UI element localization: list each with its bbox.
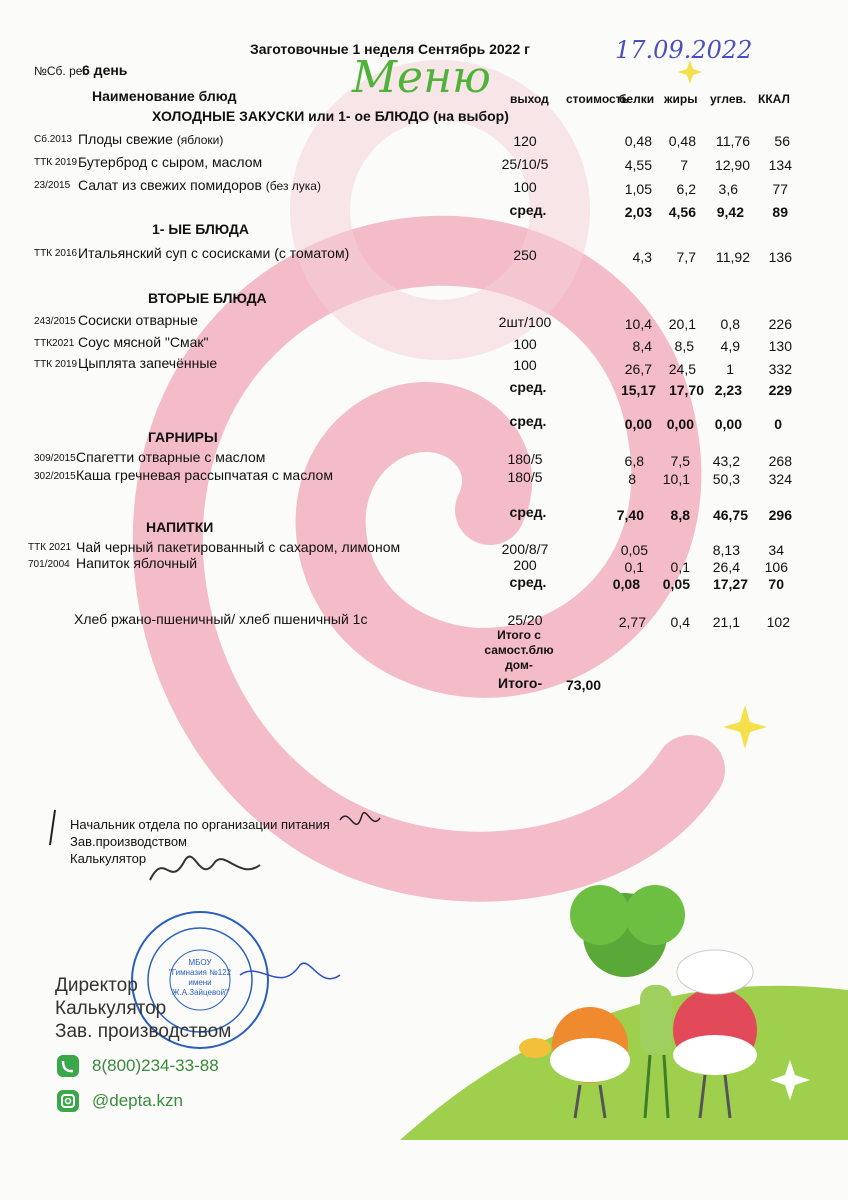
- row-kcal: 134: [768, 157, 792, 173]
- row-protein: 8: [628, 471, 636, 487]
- row-name: Плоды свежие (яблоки): [78, 131, 224, 147]
- stamp-text: МБОУ "Гимназия №122 имени Ж.А.Зайцевой": [168, 958, 232, 997]
- row-carbs: 43,2: [712, 453, 740, 469]
- row-carbs: 3,6: [718, 181, 738, 197]
- avg-label: сред.: [509, 413, 547, 429]
- row-code: 701/2004: [28, 559, 70, 570]
- column-cost: стоимость: [566, 92, 629, 106]
- row-kcal: 136: [768, 249, 792, 265]
- row-name: Чай черный пакетированный с сахаром, лимоном: [76, 539, 401, 555]
- row-name: Бутерброд с сыром, маслом: [78, 154, 263, 170]
- column-carbs: углев.: [710, 92, 747, 106]
- row-protein: 2,77: [618, 614, 646, 630]
- avg-carbs: 2,23: [714, 382, 742, 398]
- row-protein: 0,48: [624, 133, 652, 149]
- row-name: Каша гречневая рассыпчатая с маслом: [76, 467, 333, 483]
- footer-phone[interactable]: 8(800)234-33-88: [92, 1056, 219, 1075]
- row-yield: 2шт/100: [498, 314, 552, 330]
- page-title: Заготовочные 1 неделя Сентябрь 2022 г: [250, 41, 530, 57]
- row-yield: 180/5: [507, 469, 543, 485]
- row-protein: 26,7: [624, 361, 652, 377]
- row-fat: 0,4: [670, 614, 690, 630]
- avg-label: сред.: [509, 504, 547, 520]
- avg-label: сред.: [509, 574, 547, 590]
- row-carbs: 12,90: [714, 157, 750, 173]
- row-code: ТТК 2019: [34, 157, 78, 168]
- row-kcal: 268: [768, 453, 792, 469]
- avg-protein: 0,00: [624, 416, 652, 432]
- row-code: ТТК 2021: [28, 542, 72, 553]
- avg-kcal: 0: [774, 416, 782, 432]
- avg-carbs: 46,75: [712, 507, 748, 523]
- row-kcal: 102: [766, 614, 790, 630]
- signature-calc: Калькулятор: [70, 851, 147, 866]
- row-fat: 7: [680, 157, 688, 173]
- column-kcal: ККАЛ: [758, 92, 790, 106]
- day-label: 6 день: [82, 62, 128, 78]
- row-code: 243/2015: [34, 316, 76, 327]
- row-name: Сосиски отварные: [78, 312, 198, 328]
- avg-protein: 2,03: [624, 204, 652, 220]
- row-yield: 250: [513, 247, 537, 263]
- avg-label: сред.: [509, 379, 547, 395]
- row-fat: 20,1: [668, 316, 696, 332]
- row-kcal: 130: [768, 338, 792, 354]
- row-protein: 4,55: [624, 157, 652, 173]
- total-self-line2: самост.блю: [484, 643, 554, 657]
- row-protein: 8,4: [632, 338, 652, 354]
- row-code: Сб.2013: [34, 134, 72, 145]
- row-fat: 24,5: [668, 361, 696, 377]
- footer-social[interactable]: @depta.kzn: [92, 1091, 183, 1110]
- avg-fat: 0,00: [666, 416, 694, 432]
- row-carbs: 0,8: [720, 316, 740, 332]
- row-protein: 0,05: [620, 542, 648, 558]
- section-first: 1- ЫЕ БЛЮДА: [152, 221, 249, 237]
- row-carbs: 8,13: [712, 542, 740, 558]
- row-name: Салат из свежих помидоров (без лука): [78, 177, 321, 193]
- avg-protein: 7,40: [616, 507, 644, 523]
- column-fat: жиры: [664, 92, 698, 106]
- column-yield: выход: [510, 92, 549, 106]
- row-kcal: 77: [772, 181, 788, 197]
- avg-carbs: 17,27: [712, 576, 748, 592]
- row-yield: 25/10/5: [501, 156, 549, 172]
- avg-carbs: 9,42: [716, 204, 744, 220]
- handwritten-date: 17.09.2022: [615, 36, 753, 64]
- row-yield: 100: [513, 357, 537, 373]
- footer-prod: Зав. производством: [55, 1021, 232, 1042]
- total-self-line3: дом-: [505, 658, 533, 672]
- row-fat: 0,1: [670, 559, 690, 575]
- row-name: Итальянский суп с сосисками (с томатом): [78, 245, 350, 261]
- avg-protein: 15,17: [620, 382, 656, 398]
- row-protein: 1,05: [624, 181, 652, 197]
- row-code: 302/2015: [34, 471, 76, 482]
- row-name: Соус мясной "Смак": [78, 334, 209, 350]
- phone-icon: [57, 1055, 79, 1077]
- avg-label: сред.: [509, 202, 547, 218]
- avg-kcal: 229: [768, 382, 792, 398]
- row-protein: 0,1: [624, 559, 644, 575]
- row-protein: 10,4: [624, 316, 652, 332]
- row-fat: 0,48: [668, 133, 696, 149]
- row-carbs: 4,9: [720, 338, 740, 354]
- signature-prod: Зав.производством: [70, 834, 187, 849]
- column-name: Наименование блюд: [92, 88, 237, 104]
- instagram-icon: [57, 1090, 79, 1112]
- row-kcal: 226: [768, 316, 792, 332]
- row-yield: 100: [513, 179, 537, 195]
- footer-calc: Калькулятор: [55, 998, 167, 1019]
- row-fat: 7,7: [676, 249, 696, 265]
- signature-head: Начальник отдела по организации питания: [70, 817, 330, 832]
- avg-fat: 0,05: [662, 576, 690, 592]
- row-code: 309/2015: [34, 453, 76, 464]
- row-fat: 7,5: [670, 453, 690, 469]
- recipe-no-label: №Сб. реі: [34, 64, 86, 78]
- row-yield: 200: [513, 557, 537, 573]
- avg-kcal: 296: [768, 507, 792, 523]
- avg-fat: 4,56: [668, 204, 696, 220]
- column-protein: белки: [619, 92, 655, 106]
- row-yield: 200/8/7: [501, 541, 549, 557]
- row-name: Хлеб ржано-пшеничный/ хлеб пшеничный 1с: [74, 611, 368, 627]
- row-fat: 8,5: [674, 338, 694, 354]
- footer-director: Директор: [55, 975, 138, 996]
- row-kcal: 332: [768, 361, 792, 377]
- row-yield: 120: [513, 133, 537, 149]
- row-carbs: 50,3: [712, 471, 740, 487]
- avg-protein: 0,08: [612, 576, 640, 592]
- row-kcal: 34: [768, 542, 784, 558]
- total-self-line1: Итого с: [497, 628, 541, 642]
- avg-fat: 8,8: [670, 507, 690, 523]
- section-drinks: НАПИТКИ: [146, 519, 214, 535]
- section-second: ВТОРЫЕ БЛЮДА: [148, 290, 267, 306]
- row-kcal: 56: [774, 133, 790, 149]
- row-yield: 100: [513, 336, 537, 352]
- row-carbs: 26,4: [712, 559, 740, 575]
- row-fat: 6,2: [676, 181, 696, 197]
- handwritten-menu: Меню: [352, 52, 491, 103]
- avg-kcal: 89: [772, 204, 788, 220]
- row-carbs: 1: [726, 361, 734, 377]
- row-name: Напиток яблочный: [76, 555, 198, 571]
- section-cold: ХОЛОДНЫЕ ЗАКУСКИ или 1- ое БЛЮДО (на выбор): [152, 108, 509, 124]
- row-carbs: 21,1: [712, 614, 740, 630]
- row-carbs: 11,76: [716, 133, 750, 149]
- row-yield: 180/5: [507, 451, 543, 467]
- avg-fat: 17,70: [668, 382, 704, 398]
- row-code: ТТК 2016: [34, 248, 78, 259]
- row-fat: 10,1: [662, 471, 690, 487]
- total-value: 73,00: [566, 677, 602, 693]
- row-kcal: 324: [768, 471, 792, 487]
- row-carbs: 11,92: [716, 249, 750, 265]
- row-yield: 25/20: [507, 612, 543, 628]
- total-label: Итого-: [498, 675, 543, 691]
- row-protein: 6,8: [624, 453, 644, 469]
- row-protein: 4,3: [632, 249, 652, 265]
- row-name: Цыплята запечённые: [78, 355, 218, 371]
- row-code: ТТК2021: [34, 338, 75, 349]
- row-code: 23/2015: [34, 180, 71, 191]
- avg-kcal: 70: [768, 576, 784, 592]
- row-code: ТТК 2019: [34, 359, 78, 370]
- section-garnish: ГАРНИРЫ: [148, 429, 218, 445]
- row-kcal: 106: [764, 559, 788, 575]
- row-name: Спагетти отварные с маслом: [76, 449, 266, 465]
- avg-carbs: 0,00: [714, 416, 742, 432]
